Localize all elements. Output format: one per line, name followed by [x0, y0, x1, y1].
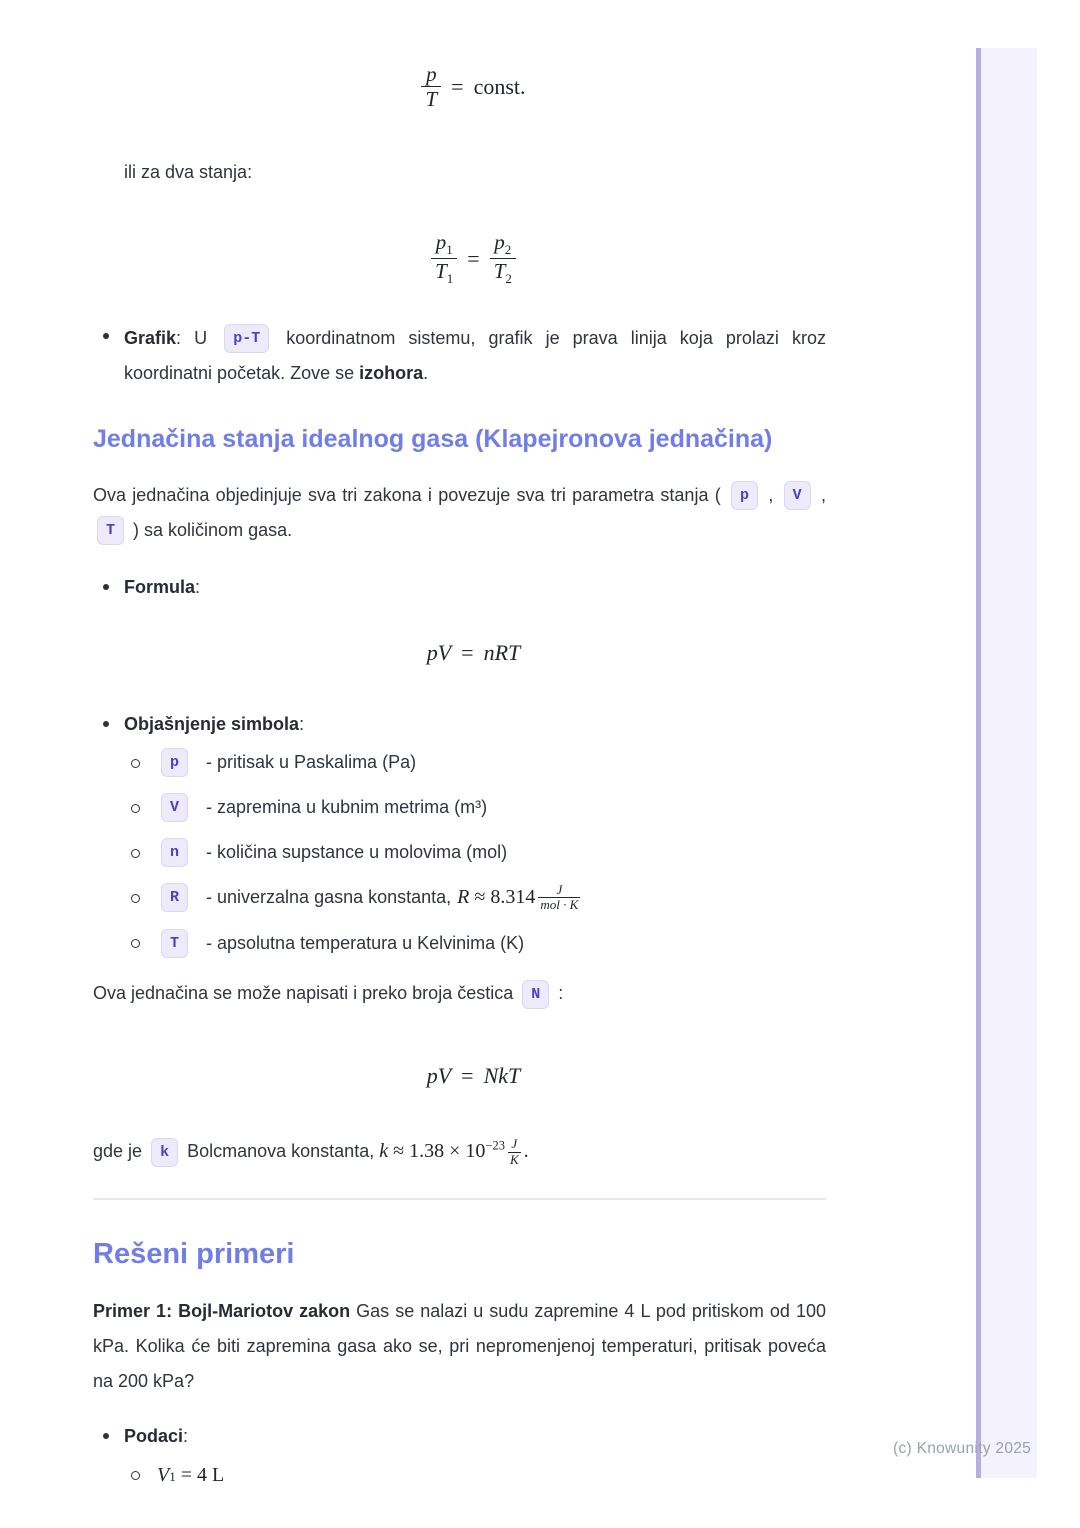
klapejron-intro: Ova jednačina objedinjuje sva tri zakona i povezuje sva tri parametra stanja ( p , V , T ) sa količinom gasa.	[93, 478, 826, 548]
symbol-item-v: V - zapremina u kubnim metrima (m³)	[93, 793, 826, 823]
fraction: $\frac{p}{T}$	[421, 62, 441, 111]
podaci-list	[93, 1460, 826, 1490]
code-chip-n-big: N	[522, 980, 549, 1009]
symbol-chip: V	[161, 793, 188, 822]
formula-isochore: $\frac{p}{T}$ = const.	[107, 62, 840, 111]
symbol-item-r: R - univerzalna gasna konstanta, R ≈ 8.314 $\frac{J}{\text{mol · K}}$	[93, 883, 826, 914]
code-chip-p: p	[731, 481, 758, 510]
bullet-dot-icon	[103, 584, 109, 590]
symbol-chip: R	[161, 883, 188, 912]
grafik-list	[93, 321, 826, 391]
bullet-dot-icon	[103, 333, 109, 339]
formula-particles: pV = NkT	[426, 1063, 521, 1089]
symbols-bullet-item: Objašnjenje simbola:	[93, 709, 826, 739]
fraction: $\frac{p_1}{T_1}$	[431, 230, 457, 287]
v1-math: V1 = 4 L	[157, 1463, 225, 1486]
formula-bullet-item: Formula:	[93, 572, 826, 602]
formula-two-states: $\frac{p_1}{T_1}$ = $\frac{p_2}{T_2}$	[107, 230, 840, 287]
primer1-para: Primer 1: Bojl-Mariotov zakon Gas se nalazi u sudu zapremine 4 L pod pritiskom od 100 kPa. Kolika će biti zapremina gasa ako se, pri nepromenjenoj temperaturi, pritisak poveća na 200 kPa?	[93, 1301, 826, 1392]
formula-ideal-gas: pV = nRT	[426, 639, 521, 665]
podaci-bullet-item: Podaci:	[93, 1421, 826, 1451]
symbol-chip: p	[161, 748, 188, 777]
gas-constant-math: R ≈ 8.314 $\frac{J}{\text{mol · K}}$	[457, 881, 579, 913]
bullet-dot-icon	[103, 1433, 109, 1439]
podaci-label-list	[93, 1421, 826, 1451]
note-content	[93, 0, 826, 1505]
bullet-circle-icon	[131, 759, 140, 768]
grafik-bullet-item	[93, 321, 826, 391]
symbol-chip: n	[161, 838, 188, 867]
bullet-circle-icon	[131, 894, 140, 903]
fraction: $\frac{p_2}{T_2}$	[490, 230, 516, 287]
symbols-label-list	[93, 709, 826, 739]
grafik-text: Grafik: U p-T koordinatnom sistemu, grafik je prava linija koja prolazi kroz koordinatni početak. Zove se izohora.	[124, 321, 826, 391]
section-heading-primeri: Rešeni primeri	[93, 1238, 295, 1271]
boltzmann-math: $k \approx 1.38 \times 10^{-23}$ $\frac{J}{K}$ .	[379, 1136, 529, 1168]
copyright-watermark: (c) Knowunity 2025	[893, 1440, 1032, 1457]
code-chip-pt: p-T	[224, 324, 269, 353]
podaci-item-v1	[93, 1460, 826, 1490]
symbol-item-t: T - apsolutna temperatura u Kelvinima (K)	[93, 928, 826, 958]
symbol-item-n: n - količina supstance u molovima (mol)	[93, 838, 826, 868]
two-states-intro: ili za dva stanja:	[124, 162, 253, 183]
boltzmann-para: gde je k Bolcmanova konstanta, $k \approx 1.38 \times 10^{-23}$ $\frac{J}{K}$ .	[93, 1136, 529, 1168]
bullet-circle-icon	[131, 939, 140, 948]
bullet-dot-icon	[103, 721, 109, 727]
side-accent-panel	[976, 48, 1037, 1478]
bullet-circle-icon	[131, 849, 140, 858]
symbol-chip: T	[161, 929, 188, 958]
section-divider	[93, 1198, 826, 1200]
symbols-list	[93, 748, 826, 959]
section-heading-klapejron: Jednačina stanja idealnog gasa (Klapejronova jednačina)	[93, 424, 773, 453]
particles-para: Ova jednačina se može napisati i preko broja čestica N :	[93, 976, 826, 1011]
code-chip-v: V	[784, 481, 811, 510]
symbol-item-p: p - pritisak u Paskalima (Pa)	[93, 748, 826, 778]
formula-label-list	[93, 572, 826, 602]
code-chip-k: k	[151, 1138, 178, 1167]
bullet-circle-icon	[131, 1471, 140, 1480]
bullet-circle-icon	[131, 804, 140, 813]
code-chip-t: T	[97, 516, 124, 545]
